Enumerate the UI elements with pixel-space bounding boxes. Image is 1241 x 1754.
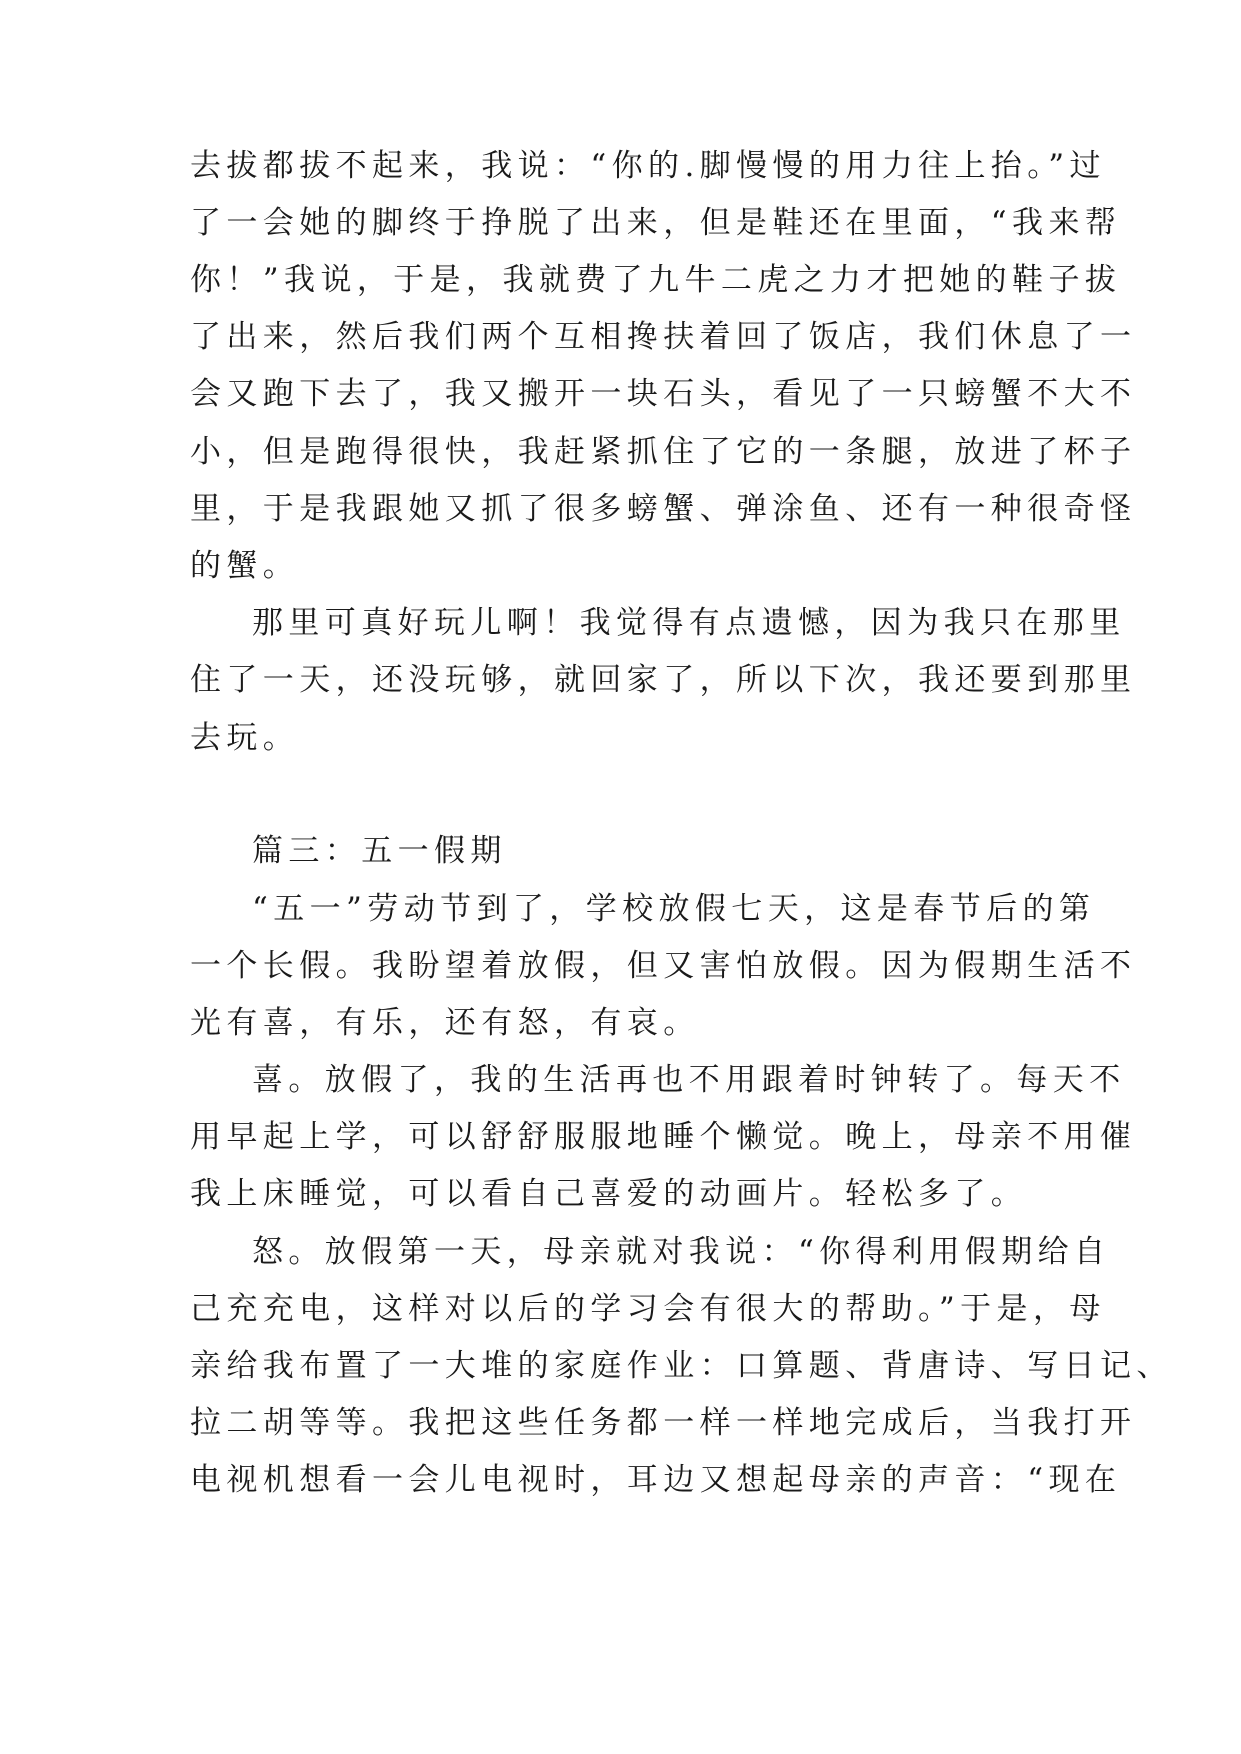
paragraph-line: 里，于是我跟她又抓了很多螃蟹、弹涂鱼、还有一种很奇怪 xyxy=(190,491,1137,527)
paragraph-line: 小，但是跑得很快，我赶紧抓住了它的一条腿，放进了杯子 xyxy=(190,434,1137,470)
paragraph-line: 我上床睡觉，可以看自己喜爱的动画片。轻松多了。 xyxy=(190,1176,1028,1212)
paragraph-line: 了一会她的脚终于挣脱了出来，但是鞋还在里面，“我来帮 xyxy=(190,205,1122,241)
paragraph-first-line: 那里可真好玩儿啊！我觉得有点遗憾，因为我只在那里 xyxy=(252,605,1126,641)
paragraph-line: 亲给我布置了一大堆的家庭作业：口算题、背唐诗、写日记、 xyxy=(190,1348,1173,1384)
paragraph-line: 的蟹。 xyxy=(190,548,300,584)
paragraph-first-line: “五一”劳动节到了，学校放假七天，这是春节后的第 xyxy=(252,891,1096,927)
paragraph-line: 光有喜，有乐，还有怒，有哀。 xyxy=(190,1005,700,1041)
paragraph-line: 会又跑下去了，我又搬开一块石头，看见了一只螃蟹不大不 xyxy=(190,376,1137,412)
paragraph-line: 你！”我说，于是，我就费了九牛二虎之力才把她的鞋子拔 xyxy=(190,262,1122,298)
paragraph-first-line: 怒。放假第一天，母亲就对我说：“你得利用假期给自 xyxy=(252,1234,1111,1270)
paragraph-line: 一个长假。我盼望着放假，但又害怕放假。因为假期生活不 xyxy=(190,948,1137,984)
paragraph-line: 了出来，然后我们两个互相搀扶着回了饭店，我们休息了一 xyxy=(190,319,1137,355)
paragraph-line: 电视机想看一会儿电视时，耳边又想起母亲的声音：“现在 xyxy=(190,1462,1122,1498)
paragraph-first-line: 喜。放假了，我的生活再也不用跟着时钟转了。每天不 xyxy=(252,1062,1126,1098)
paragraph-line: 拉二胡等等。我把这些任务都一样一样地完成后，当我打开 xyxy=(190,1405,1137,1441)
section-heading: 篇三：五一假期 xyxy=(252,833,507,869)
paragraph-line: 去拔都拔不起来，我说：“你的.脚慢慢的用力往上抬。”过 xyxy=(190,148,1106,184)
paragraph-line: 己充充电，这样对以后的学习会有很大的帮助。”于是，母 xyxy=(190,1291,1106,1327)
paragraph-line: 住了一天，还没玩够，就回家了，所以下次，我还要到那里 xyxy=(190,662,1137,698)
paragraph-line: 用早起上学，可以舒舒服服地睡个懒觉。晚上，母亲不用催 xyxy=(190,1119,1137,1155)
paragraph-line: 去玩。 xyxy=(190,720,300,756)
